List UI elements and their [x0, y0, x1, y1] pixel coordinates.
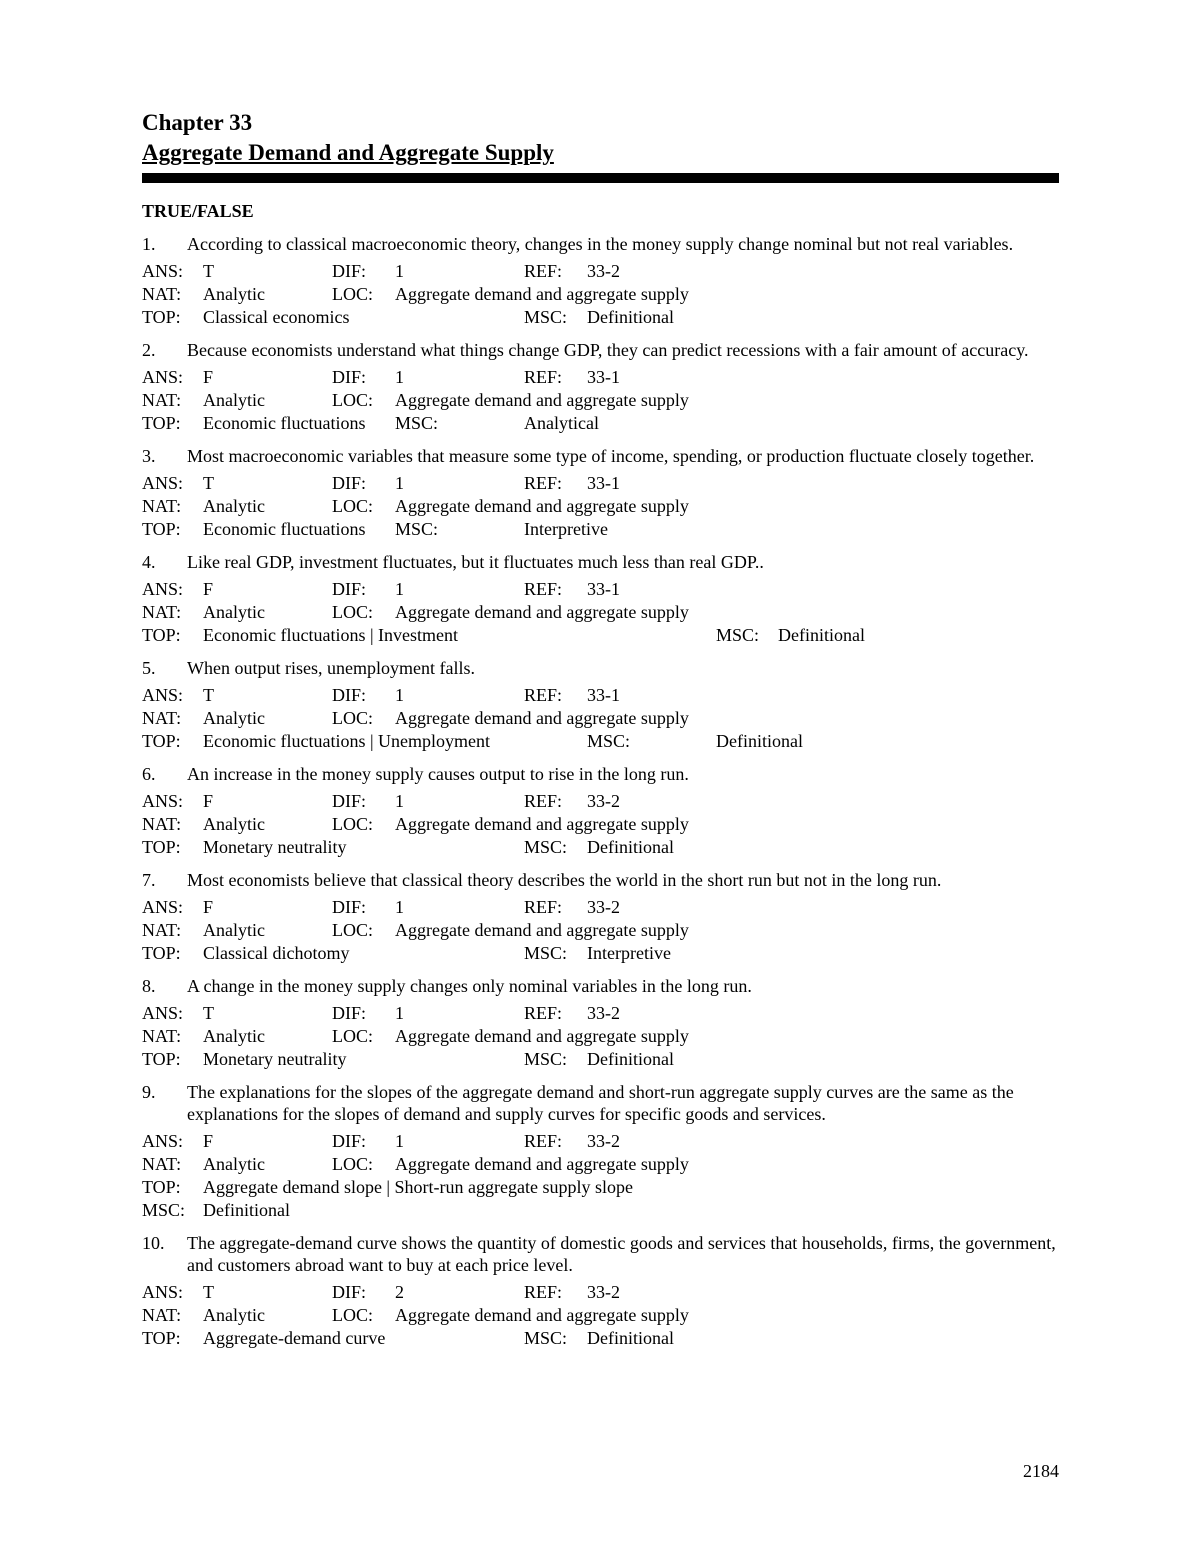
ans-label: ANS: — [142, 1131, 184, 1151]
nat-row — [142, 1025, 1059, 1048]
answer-row — [142, 1130, 1059, 1153]
loc-label: LOC: — [332, 602, 374, 622]
msc-value: Definitional — [587, 837, 674, 857]
ans-value: T — [203, 261, 214, 281]
ref-value: 33-1 — [587, 685, 620, 705]
ans-label: ANS: — [142, 579, 184, 599]
ref-label: REF: — [524, 1131, 563, 1151]
ans-value: F — [203, 579, 214, 599]
nat-row — [142, 813, 1059, 836]
ans-label: ANS: — [142, 897, 184, 917]
question-item — [142, 445, 1059, 541]
msc-label: MSC: — [587, 731, 631, 751]
nat-value: Analytic — [203, 708, 265, 728]
top-label: TOP: — [142, 1177, 181, 1197]
dif-label: DIF: — [332, 579, 367, 599]
loc-value: Aggregate demand and aggregate supply — [395, 1154, 689, 1174]
ref-value: 33-2 — [587, 261, 620, 281]
nat-value: Analytic — [203, 390, 265, 410]
ref-label: REF: — [524, 1003, 563, 1023]
question-text: An increase in the money supply causes output to rise in the long run. — [187, 764, 689, 784]
question-text: Because economists understand what things change GDP, they can predict recessions with a fair amount of accuracy. — [187, 340, 1029, 360]
loc-label: LOC: — [332, 708, 374, 728]
ref-value: 33-1 — [587, 473, 620, 493]
question-number: 8. — [142, 976, 156, 996]
loc-label: LOC: — [332, 1305, 374, 1325]
ans-value: F — [203, 897, 214, 917]
msc-value: Definitional — [203, 1200, 290, 1220]
question-number: 3. — [142, 446, 156, 466]
dif-label: DIF: — [332, 1003, 367, 1023]
ans-label: ANS: — [142, 261, 184, 281]
ans-label: ANS: — [142, 367, 184, 387]
nat-row — [142, 919, 1059, 942]
loc-label: LOC: — [332, 1026, 374, 1046]
document-page — [142, 108, 1059, 1360]
ref-label: REF: — [524, 367, 563, 387]
msc-label: MSC: — [524, 943, 568, 963]
ans-label: ANS: — [142, 1003, 184, 1023]
nat-value: Analytic — [203, 496, 265, 516]
question-item — [142, 1081, 1059, 1222]
ref-value: 33-2 — [587, 1003, 620, 1023]
top-label: TOP: — [142, 731, 181, 751]
question-number: 9. — [142, 1082, 156, 1102]
ref-label: REF: — [524, 261, 563, 281]
loc-value: Aggregate demand and aggregate supply — [395, 1026, 689, 1046]
top-row — [142, 1176, 1059, 1199]
ans-value: T — [203, 1003, 214, 1023]
question-number: 2. — [142, 340, 156, 360]
ref-label: REF: — [524, 1282, 563, 1302]
msc-label: MSC: — [524, 1049, 568, 1069]
ans-label: ANS: — [142, 1282, 184, 1302]
loc-value: Aggregate demand and aggregate supply — [395, 708, 689, 728]
nat-row — [142, 283, 1059, 306]
top-value: Economic fluctuations — [203, 413, 366, 433]
top-row — [142, 1327, 1059, 1350]
loc-label: LOC: — [332, 390, 374, 410]
answer-row — [142, 1281, 1059, 1304]
top-value: Economic fluctuations | Unemployment — [203, 731, 491, 751]
dif-value: 1 — [395, 261, 404, 281]
question-text: According to classical macroeconomic theory, changes in the money supply change nominal but not real variables. — [187, 234, 1014, 254]
nat-value: Analytic — [203, 1154, 265, 1174]
ans-label: ANS: — [142, 473, 184, 493]
loc-value: Aggregate demand and aggregate supply — [395, 920, 689, 940]
top-label: TOP: — [142, 307, 181, 327]
nat-row — [142, 601, 1059, 624]
question-number: 5. — [142, 658, 156, 678]
loc-label: LOC: — [332, 284, 374, 304]
nat-label: NAT: — [142, 708, 182, 728]
nat-label: NAT: — [142, 920, 182, 940]
question-list — [142, 233, 1059, 1350]
nat-label: NAT: — [142, 284, 182, 304]
dif-value: 1 — [395, 791, 404, 811]
ans-value: F — [203, 367, 214, 387]
question-text: The explanations for the slopes of the aggregate demand and short-run aggregate supply curves are the same as the explanations for the slopes of demand and supply curves for specific goods and services. — [187, 1082, 1014, 1124]
answer-row — [142, 578, 1059, 601]
question-item — [142, 657, 1059, 753]
nat-label: NAT: — [142, 1305, 182, 1325]
question-text: Most economists believe that classical theory describes the world in the short run but not in the long run. — [187, 870, 942, 890]
question-number: 1. — [142, 234, 156, 254]
msc-label: MSC: — [142, 1200, 186, 1220]
dif-value: 1 — [395, 367, 404, 387]
msc-label: MSC: — [716, 625, 760, 645]
msc-value: Definitional — [778, 625, 865, 645]
question-text: The aggregate-demand curve shows the quantity of domestic goods and services that households, firms, the government, and customers abroad want to buy at each price level. — [187, 1233, 1056, 1275]
msc-value: Analytical — [524, 413, 599, 433]
nat-row — [142, 389, 1059, 412]
loc-label: LOC: — [332, 496, 374, 516]
question-item — [142, 551, 1059, 647]
nat-row — [142, 1153, 1059, 1176]
loc-label: LOC: — [332, 920, 374, 940]
msc-label: MSC: — [524, 837, 568, 857]
loc-value: Aggregate demand and aggregate supply — [395, 1305, 689, 1325]
msc-row — [142, 1199, 1059, 1222]
dif-label: DIF: — [332, 685, 367, 705]
nat-label: NAT: — [142, 496, 182, 516]
top-value: Monetary neutrality — [203, 837, 347, 857]
section-heading: TRUE/FALSE — [142, 201, 254, 221]
top-row — [142, 942, 1059, 965]
ref-value: 33-2 — [587, 1131, 620, 1151]
heading-rule — [142, 173, 1059, 183]
top-row — [142, 1048, 1059, 1071]
nat-label: NAT: — [142, 1154, 182, 1174]
ans-label: ANS: — [142, 791, 184, 811]
msc-label: MSC: — [395, 519, 439, 539]
nat-label: NAT: — [142, 602, 182, 622]
answer-row — [142, 896, 1059, 919]
dif-value: 1 — [395, 1131, 404, 1151]
nat-value: Analytic — [203, 920, 265, 940]
nat-label: NAT: — [142, 1026, 182, 1046]
ref-label: REF: — [524, 685, 563, 705]
dif-label: DIF: — [332, 791, 367, 811]
nat-value: Analytic — [203, 602, 265, 622]
answer-row — [142, 684, 1059, 707]
top-value: Classical dichotomy — [203, 943, 350, 963]
answer-row — [142, 366, 1059, 389]
loc-value: Aggregate demand and aggregate supply — [395, 284, 689, 304]
page-number: 2184 — [1023, 1461, 1059, 1481]
ref-label: REF: — [524, 897, 563, 917]
dif-value: 1 — [395, 579, 404, 599]
top-value: Aggregate-demand curve — [203, 1328, 386, 1348]
dif-value: 1 — [395, 473, 404, 493]
question-item — [142, 339, 1059, 435]
top-row — [142, 518, 1059, 541]
loc-label: LOC: — [332, 814, 374, 834]
top-row — [142, 730, 1059, 753]
top-row — [142, 624, 1059, 647]
ans-value: T — [203, 685, 214, 705]
nat-value: Analytic — [203, 1305, 265, 1325]
top-label: TOP: — [142, 413, 181, 433]
ans-label: ANS: — [142, 685, 184, 705]
top-value: Economic fluctuations | Investment — [203, 625, 459, 645]
top-value: Aggregate demand slope | Short-run aggregate supply slope — [203, 1177, 633, 1197]
nat-label: NAT: — [142, 814, 182, 834]
nat-row — [142, 1304, 1059, 1327]
ans-value: T — [203, 473, 214, 493]
ref-label: REF: — [524, 579, 563, 599]
dif-label: DIF: — [332, 473, 367, 493]
chapter-title: Aggregate Demand and Aggregate Supply — [142, 140, 554, 165]
question-number: 6. — [142, 764, 156, 784]
dif-value: 1 — [395, 897, 404, 917]
msc-value: Definitional — [587, 307, 674, 327]
question-item — [142, 233, 1059, 329]
dif-label: DIF: — [332, 367, 367, 387]
chapter-number: Chapter 33 — [142, 110, 253, 135]
ref-value: 33-2 — [587, 791, 620, 811]
dif-label: DIF: — [332, 261, 367, 281]
ref-value: 33-1 — [587, 367, 620, 387]
question-item — [142, 975, 1059, 1071]
ref-label: REF: — [524, 473, 563, 493]
top-row — [142, 836, 1059, 859]
question-text: When output rises, unemployment falls. — [187, 658, 475, 678]
dif-label: DIF: — [332, 1282, 367, 1302]
ans-value: F — [203, 1131, 214, 1151]
question-number: 4. — [142, 552, 156, 572]
question-item — [142, 763, 1059, 859]
answer-row — [142, 1002, 1059, 1025]
top-label: TOP: — [142, 519, 181, 539]
ref-value: 33-2 — [587, 1282, 620, 1302]
question-number: 10. — [142, 1233, 165, 1253]
question-item — [142, 1232, 1059, 1350]
msc-value: Interpretive — [524, 519, 608, 539]
question-number: 7. — [142, 870, 156, 890]
loc-value: Aggregate demand and aggregate supply — [395, 602, 689, 622]
nat-row — [142, 495, 1059, 518]
answer-row — [142, 260, 1059, 283]
top-row — [142, 412, 1059, 435]
answer-row — [142, 472, 1059, 495]
question-text: Like real GDP, investment fluctuates, but it fluctuates much less than real GDP.. — [187, 552, 764, 572]
top-value: Economic fluctuations — [203, 519, 366, 539]
nat-row — [142, 707, 1059, 730]
msc-value: Definitional — [587, 1328, 674, 1348]
msc-label: MSC: — [524, 1328, 568, 1348]
top-label: TOP: — [142, 1328, 181, 1348]
dif-value: 2 — [395, 1282, 404, 1302]
top-value: Classical economics — [203, 307, 350, 327]
dif-label: DIF: — [332, 897, 367, 917]
nat-value: Analytic — [203, 814, 265, 834]
msc-value: Definitional — [716, 731, 803, 751]
msc-label: MSC: — [395, 413, 439, 433]
top-label: TOP: — [142, 1049, 181, 1069]
msc-value: Interpretive — [587, 943, 671, 963]
loc-value: Aggregate demand and aggregate supply — [395, 496, 689, 516]
loc-value: Aggregate demand and aggregate supply — [395, 814, 689, 834]
loc-label: LOC: — [332, 1154, 374, 1174]
top-label: TOP: — [142, 943, 181, 963]
nat-value: Analytic — [203, 284, 265, 304]
ref-value: 33-2 — [587, 897, 620, 917]
loc-value: Aggregate demand and aggregate supply — [395, 390, 689, 410]
ans-value: F — [203, 791, 214, 811]
msc-label: MSC: — [524, 307, 568, 327]
nat-value: Analytic — [203, 1026, 265, 1046]
answer-row — [142, 790, 1059, 813]
top-value: Monetary neutrality — [203, 1049, 347, 1069]
nat-label: NAT: — [142, 390, 182, 410]
question-item — [142, 869, 1059, 965]
ans-value: T — [203, 1282, 214, 1302]
question-text: A change in the money supply changes only nominal variables in the long run. — [187, 976, 752, 996]
ref-value: 33-1 — [587, 579, 620, 599]
top-row — [142, 306, 1059, 329]
msc-value: Definitional — [587, 1049, 674, 1069]
dif-label: DIF: — [332, 1131, 367, 1151]
dif-value: 1 — [395, 1003, 404, 1023]
top-label: TOP: — [142, 837, 181, 857]
dif-value: 1 — [395, 685, 404, 705]
question-text: Most macroeconomic variables that measure some type of income, spending, or production fluctuate closely together. — [187, 446, 1035, 466]
top-label: TOP: — [142, 625, 181, 645]
ref-label: REF: — [524, 791, 563, 811]
